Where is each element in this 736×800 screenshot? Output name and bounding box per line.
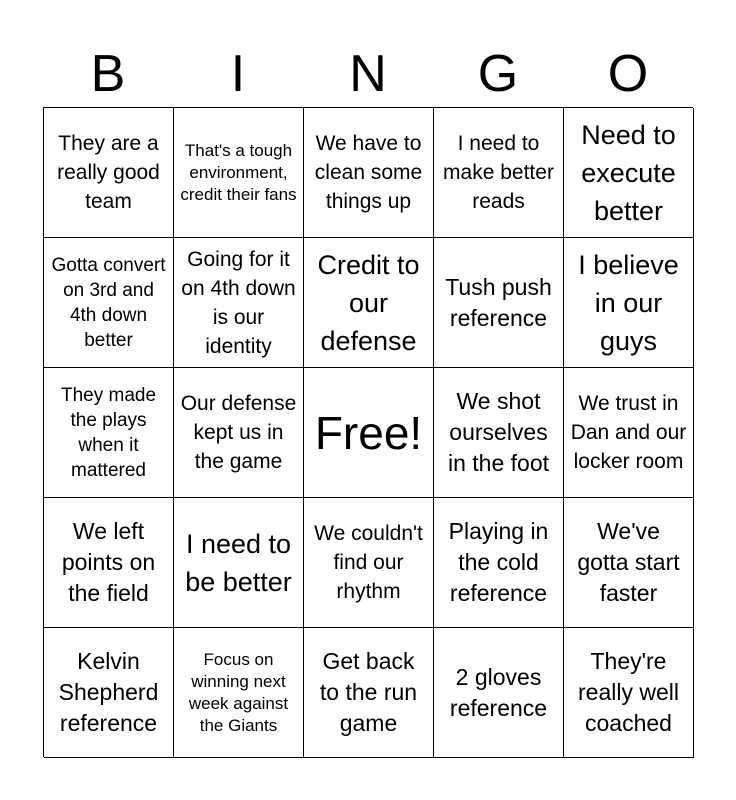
bingo-cell[interactable]: They are a really good team xyxy=(44,108,174,238)
bingo-cell[interactable]: We left points on the field xyxy=(44,498,174,628)
bingo-cell[interactable]: We've gotta start faster xyxy=(564,498,694,628)
bingo-cell[interactable]: We couldn't find our rhythm xyxy=(304,498,434,628)
header-letter-i: I xyxy=(230,45,246,103)
bingo-cell[interactable]: We trust in Dan and our locker room xyxy=(564,368,694,498)
bingo-cell[interactable]: Gotta convert on 3rd and 4th down better xyxy=(44,238,174,368)
header-letter-g: G xyxy=(477,45,519,103)
bingo-cell[interactable]: We have to clean some things up xyxy=(304,108,434,238)
bingo-cell[interactable]: Get back to the run game xyxy=(304,628,434,758)
bingo-cell[interactable]: Tush push reference xyxy=(434,238,564,368)
bingo-cell[interactable]: That's a tough environment, credit their fans xyxy=(174,108,304,238)
bingo-cell[interactable]: Focus on winning next week against the Giants xyxy=(174,628,304,758)
header-letter-b: B xyxy=(90,45,126,103)
bingo-cell[interactable]: 2 gloves reference xyxy=(434,628,564,758)
bingo-cell[interactable]: Going for it on 4th down is our identity xyxy=(174,238,304,368)
bingo-cell[interactable]: Playing in the cold reference xyxy=(434,498,564,628)
bingo-cell[interactable]: They made the plays when it mattered xyxy=(44,368,174,498)
header-letter-o: O xyxy=(607,45,649,103)
bingo-card-grid xyxy=(43,107,693,757)
bingo-cell[interactable]: We shot ourselves in the foot xyxy=(434,368,564,498)
bingo-cell[interactable]: I believe in our guys xyxy=(564,238,694,368)
bingo-cell[interactable]: I need to make better reads xyxy=(434,108,564,238)
bingo-cell[interactable]: Our defense kept us in the game xyxy=(174,368,304,498)
bingo-cell[interactable]: Need to execute better xyxy=(564,108,694,238)
bingo-header xyxy=(43,40,693,108)
bingo-cell[interactable]: Credit to our defense xyxy=(304,238,434,368)
bingo-cell[interactable]: Kelvin Shepherd reference xyxy=(44,628,174,758)
bingo-cell[interactable]: They're really well coached xyxy=(564,628,694,758)
header-letter-n: N xyxy=(349,45,387,103)
bingo-cell[interactable]: I need to be better xyxy=(174,498,304,628)
free-space-cell[interactable]: Free! xyxy=(304,368,434,498)
